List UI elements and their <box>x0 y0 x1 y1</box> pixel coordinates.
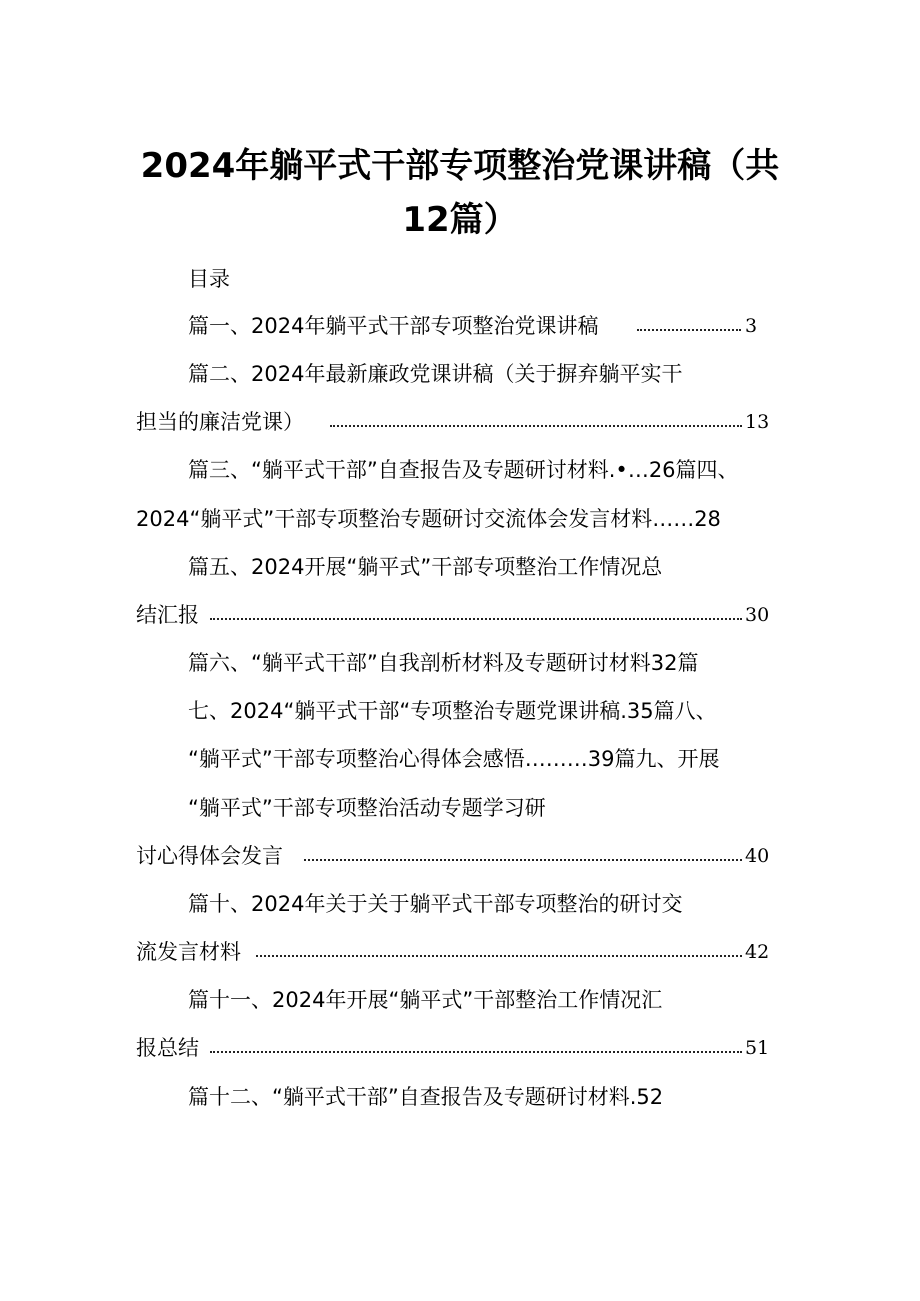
toc-entry-5[interactable]: 篇五、2024开展“躺平式”干部专项整治工作情况总 <box>188 555 663 579</box>
toc-page-number: 13 <box>745 411 770 433</box>
toc-leader-dots <box>637 327 741 331</box>
toc-page-number: 30 <box>745 604 770 626</box>
toc-entry-10-cont[interactable]: 流发言材料 <box>136 940 241 964</box>
toc-entry-11[interactable]: 篇十一、2024年开展“躺平式”干部整治工作情况汇 <box>188 988 663 1012</box>
toc-page-number: 40 <box>745 845 770 867</box>
toc-page-number: 51 <box>745 1037 770 1059</box>
toc-entry-2[interactable]: 篇二、2024年最新廉政党课讲稿（关于摒弃躺平实干 <box>188 362 683 386</box>
toc-entry-2-cont[interactable]: 担当的廉洁党课） <box>136 410 304 434</box>
toc-leader-dots <box>304 857 742 861</box>
toc-entry-3[interactable]: 篇三、“躺平式干部”自查报告及专题研讨材料.•…26篇四、 <box>188 458 739 482</box>
toc-entry-7[interactable]: 七、2024“躺平式干部“专项整治专题党课讲稿.35篇八、 <box>188 699 717 723</box>
document-title-line-2: 12篇） <box>402 200 518 240</box>
toc-entry-10[interactable]: 篇十、2024年关于关于躺平式干部专项整治的研讨交 <box>188 892 683 916</box>
toc-entry-11-cont[interactable]: 报总结 <box>136 1036 199 1060</box>
toc-page-number: 42 <box>745 941 770 963</box>
toc-heading: 目录 <box>188 267 230 291</box>
toc-entry-12[interactable]: 篇十二、“躺平式干部”自查报告及专题研讨材料.52 <box>188 1085 664 1109</box>
toc-entry-6[interactable]: 篇六、“躺平式干部”自我剖析材料及专题研讨材料32篇 <box>188 651 699 675</box>
toc-entry-5-cont[interactable]: 结汇报 <box>136 603 199 627</box>
toc-entry-9-cont[interactable]: 讨心得体会发言 <box>136 844 283 868</box>
document-title-line-1: 2024年躺平式干部专项整治党课讲稿（共 <box>140 146 780 186</box>
toc-entry-8[interactable]: “躺平式”干部专项整治心得体会感悟………39篇九、开展 <box>188 747 720 771</box>
toc-leader-dots <box>210 616 742 620</box>
toc-entry-9[interactable]: “躺平式”干部专项整治活动专题学习研 <box>188 796 546 820</box>
toc-leader-dots <box>330 423 742 427</box>
toc-page-number: 3 <box>745 315 758 337</box>
toc-entry-4[interactable]: 2024“躺平式”干部专项整治专题研讨交流体会发言材料……28 <box>136 507 721 531</box>
toc-entry-1[interactable]: 篇一、2024年躺平式干部专项整治党课讲稿 <box>188 314 599 338</box>
toc-leader-dots <box>256 953 742 957</box>
toc-leader-dots <box>210 1049 742 1053</box>
